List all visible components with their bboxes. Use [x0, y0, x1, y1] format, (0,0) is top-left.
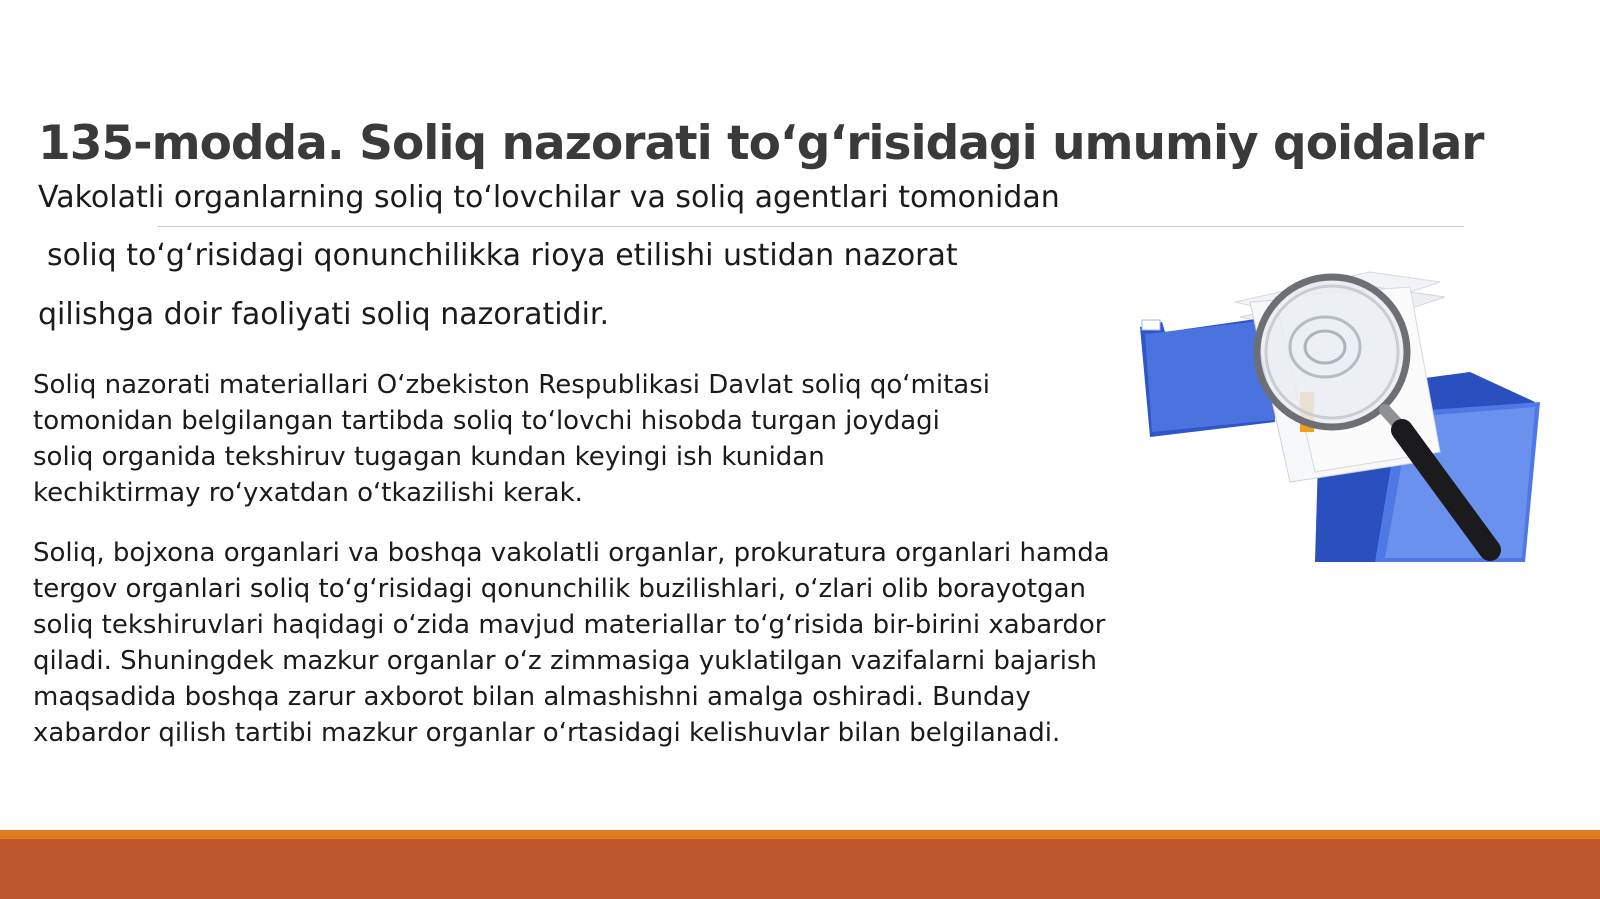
- paragraph2-line-3: soliq tekshiruvlari haqidagi o‘zida mavjud materiallar to‘g‘risida bir-birini xabardor: [33, 610, 1106, 640]
- footer-bar: [0, 839, 1600, 899]
- paragraph-registration: [33, 367, 990, 511]
- paragraph2-line-1: Soliq, bojxona organlari va boshqa vakolatli organlar, prokuratura organlari hamda: [33, 538, 1110, 568]
- paragraph1-line-1: Soliq nazorati materiallari O‘zbekiston Respublikasi Davlat soliq qo‘mitasi: [33, 370, 990, 400]
- paragraph-information-exchange: [33, 535, 1110, 751]
- paragraph2-line-4: qiladi. Shuningdek mazkur organlar o‘z zimmasiga yuklatilgan vazifalarni bajarish: [33, 646, 1097, 676]
- paragraph1-line-2: tomonidan belgilangan tartibda soliq to‘lovchi hisobda turgan joydagi: [33, 406, 940, 436]
- definition-line-3: qilishga doir faoliyati soliq nazoratidir.: [38, 297, 610, 332]
- footer-accent-stripe: [0, 830, 1600, 839]
- slide-title: 135-modda. Soliq nazorati to‘g‘risidagi umumiy qoidalar: [38, 116, 1484, 171]
- paragraph2-line-2: tergov organlari soliq to‘g‘risidagi qonunchilik buzilishlari, o‘zlari olib borayotgan: [33, 574, 1087, 604]
- paragraph2-line-5: maqsadida boshqa zarur axborot bilan almashishni amalga oshiradi. Bunday: [33, 682, 1031, 712]
- folders-magnifier-icon: [1140, 262, 1580, 572]
- definition-line-1: Vakolatli organlarning soliq to‘lovchilar va soliq agentlari tomonidan: [38, 180, 1060, 215]
- paragraph1-line-4: kechiktirmay ro‘yxatdan o‘tkazilishi kerak.: [33, 478, 583, 508]
- paragraph2-line-6: xabardor qilish tartibi mazkur organlar o‘rtasidagi kelishuvlar bilan belgilanadi.: [33, 718, 1061, 748]
- paragraph1-line-3: soliq organida tekshiruv tugagan kundan keyingi ish kunidan: [33, 442, 825, 472]
- title-divider: [158, 226, 1464, 227]
- definition-line-2: soliq to‘g‘risidagi qonunchilikka rioya etilishi ustidan nazorat: [47, 238, 958, 273]
